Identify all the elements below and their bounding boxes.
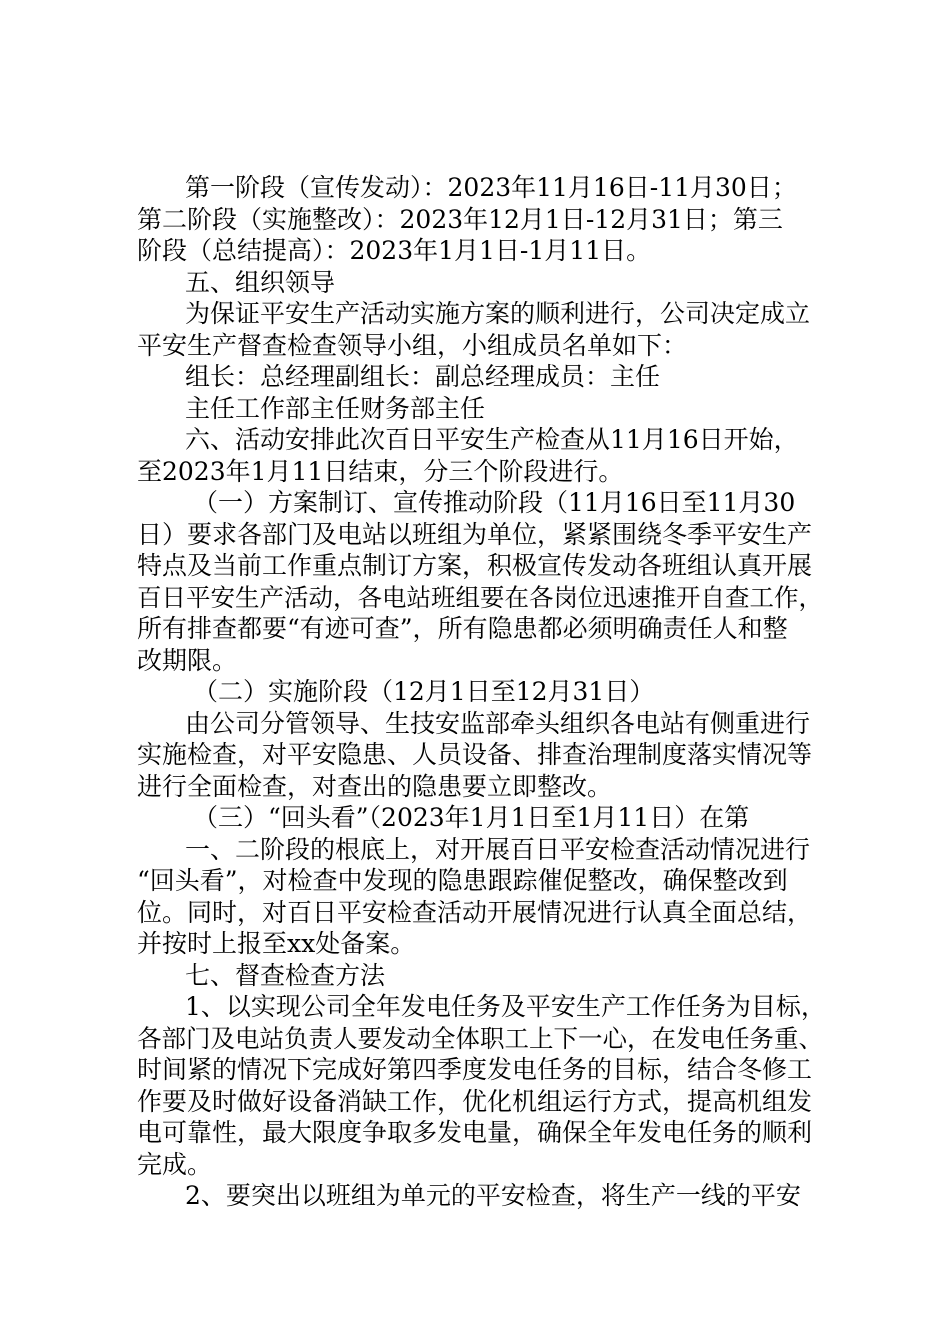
text-line: 完成。 [137,1149,213,1179]
text-line: 日）要求各部门及电站以班组为单位，紧紧围绕冬季平安生产 [137,519,813,549]
section-heading: 五、组织领导 [185,267,336,297]
text-line: 由公司分管领导、生技安监部牵头组织各电站有侧重进行 [185,708,811,738]
text-line: 主任工作部主任财务部主任 [185,393,486,423]
text-line: 一、二阶段的根底上，对开展百日平安检查活动情况进行 [185,834,811,864]
text-line: 百日平安生产活动，各电站班组要在各岗位迅速推开自查工作， [137,582,823,612]
section-heading: 六、活动安排此次百日平安生产检查从11月16日开始， [185,425,799,454]
text-line: 平安生产督查检查领导小组，小组成员名单如下： [137,330,688,360]
text-line: 阶段（总结提高）：2023年1月1日-1月11日。 [137,236,652,265]
text-line: 组长：总经理副组长：副总经理成员：主任 [185,362,661,391]
text-line: 改期限。 [137,645,238,675]
document-body [137,172,827,1212]
text-line: 时间紧的情况下完成好第四季度发电任务的目标，结合冬修工 [137,1055,813,1084]
text-line: 至2023年1月11日结束，分三个阶段进行。 [137,456,624,486]
text-line: 第一阶段（宣传发动）：2023年11月16日-11月30日； [185,173,797,202]
text-line: 实施检查，对平安隐患、人员设备、排查治理制度落实情况等 [137,740,813,769]
text-line: 电可靠性，最大限度争取多发电量，确保全年发电任务的顺利 [137,1118,813,1147]
text-line: 2、要突出以班组为单元的平安检查，将生产一线的平安 [185,1181,801,1210]
subsection-heading: （一）方案制订、宣传推动阶段（11月16日至11月30 [193,488,796,517]
section-heading: 七、督查检查方法 [185,960,386,990]
text-line: 并按时上报至xx处备案。 [137,929,416,958]
text-line: 为保证平安生产活动实施方案的顺利进行，公司决定成立 [185,299,811,328]
text-line: 1、以实现公司全年发电任务及平安生产工作任务为目标， [185,992,826,1021]
text-line: “回头看”，对检查中发现的隐患跟踪催促整改，确保整改到 [137,866,788,895]
text-line: 位。同时，对百日平安检查活动开展情况进行认真全面总结， [137,897,813,927]
text-line: 所有排查都要“有迹可查”，所有隐患都必须明确责任人和整 [137,614,788,643]
subsection-heading: （二）实施阶段（12月1日至12月31日） [193,677,655,706]
text-line: 各部门及电站负责人要发动全体职工上下一心，在发电任务重、 [137,1023,823,1053]
text-line: 进行全面检查，对查出的隐患要立即整改。 [137,771,613,801]
text-line: 作要及时做好设备消缺工作，优化机组运行方式，提高机组发 [137,1086,813,1116]
subsection-heading: （三）“回头看”（2023年1月1日至1月11日）在第 [193,803,750,832]
text-line: 特点及当前工作重点制订方案，积极宣传发动各班组认真开展 [137,551,813,580]
text-line: 第二阶段（实施整改）：2023年12月1日-12月31日；第三 [137,204,783,234]
